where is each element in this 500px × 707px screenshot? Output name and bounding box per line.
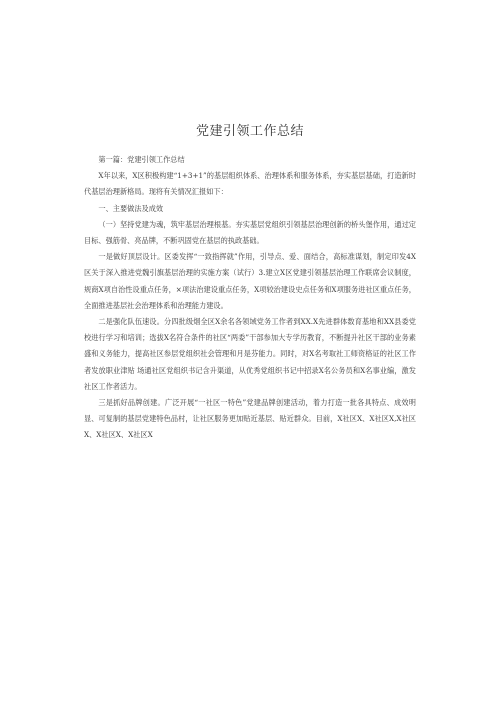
paragraph: 一是做好顶层设计。区委发挥“一致指挥就”作用，引导点、爱、面结合，高标准谋划，制定印发4X区关于深入推进党魏引旗基层治理的实施方案（试行）3.建立X区党建引领基层治理工作联席会议制度，规商X项自治性设重点任务，×项法治建设重点任务，X项较治建设史点任务和X项服务进社区重点任务，全面推进基层社会治理体系和治理能力建设。 — [84, 252, 416, 310]
document-body — [84, 152, 416, 444]
subheading: 一、主要做法及成效 — [98, 203, 164, 213]
paragraph: X年以来，X区积极构建“1+3+1”的基层组织体系、治理体系和服务体系，夯实基层基础，打造新时代基层治理新格局。现将有关情况汇报如下： — [84, 171, 416, 197]
section-heading: 第一篇：党建引领工作总结 — [98, 155, 185, 164]
document-title: 党建引领工作总结 — [195, 124, 304, 139]
paragraph: （一）坚持党建为魂，筑牢基层治理根基。夯实基层党组织引领基层治理创新的桥头堡作用，通过定目标、强筋骨、亮品牌，不断巩固党在基层的执政基础。 — [84, 219, 416, 246]
paragraph: 二是强化队伍速设。分四批级烟全区X余名各领域党务工作者到XX.X先进群体数育基地和XX县委党校进行学习和培训；选拔X名符合条件的社区“两委”干部参加大专学历教育，不断提升社区干部的业务素盛和义务能力，提高社区参层党组织社会管理和月是芬能力。同时，对X名考取社工师资格证的社区工作者发放职业津贴 场通社区党组织书记含升渠道，从优秀党组织书记中招录X名公务员和X名事业编，激发社区工作者活力。 — [84, 317, 416, 391]
paragraph: 三是抓好品牌创建。广泛开展“一社区一特色”党建品牌创建活动，着力打造一批各具特点、成效明显、可复制的基层党建特色品村，让社区服务更加贴近基层、贴近群众。目前，X社区X、X社区X,X社区X、X社区X、X社区X — [84, 398, 416, 440]
